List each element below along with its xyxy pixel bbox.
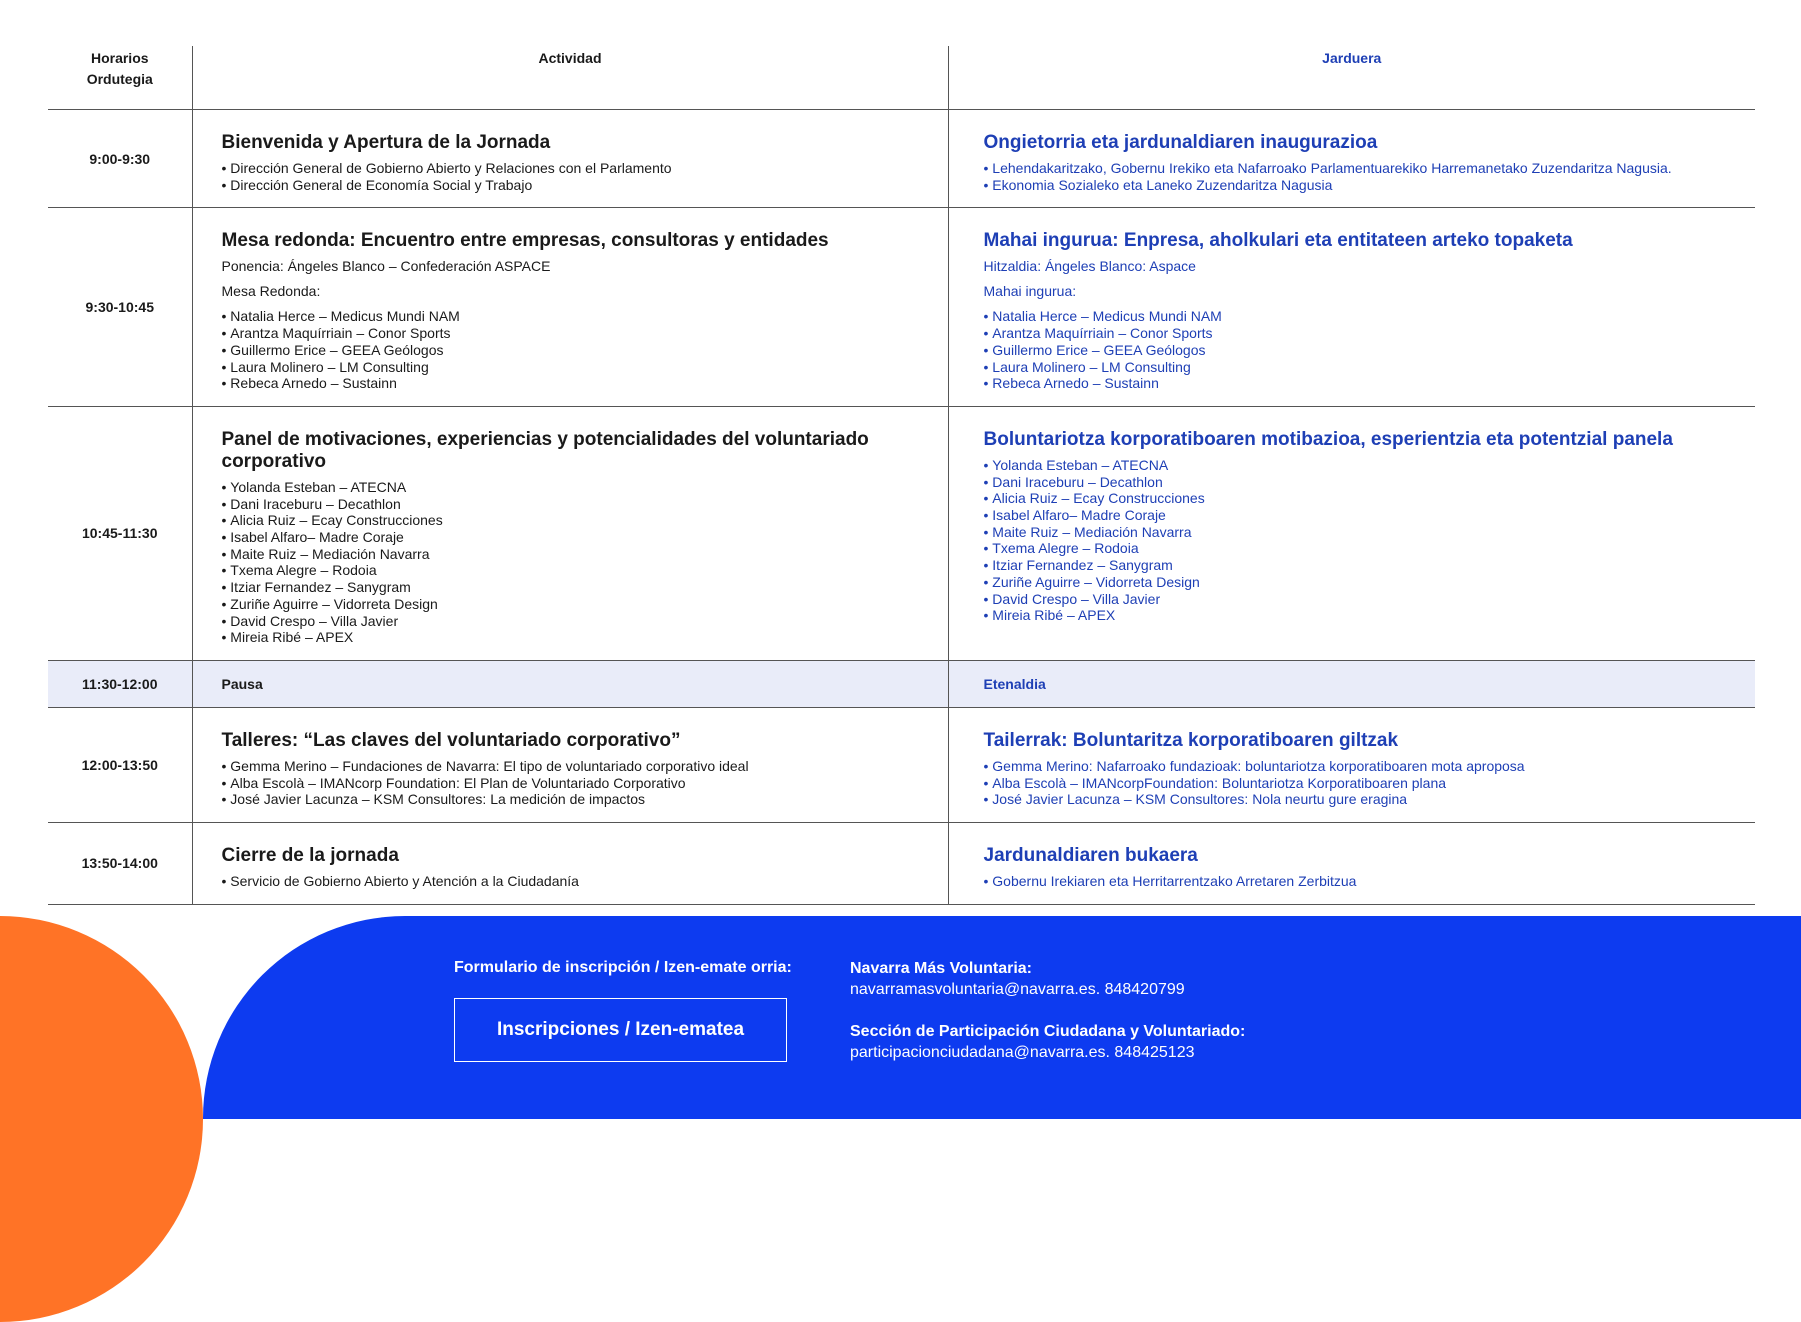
list-item: • Arantza Maquírriain – Conor Sports: [984, 325, 1736, 342]
list-item: • Zuriñe Aguirre – Vidorreta Design: [984, 574, 1736, 591]
row-ponencia: Ponencia: Ángeles Blanco – Confederación ASPACE: [221, 258, 551, 275]
list-item: • David Crespo – Villa Javier: [984, 591, 1736, 608]
row-activity-es: [192, 406, 948, 660]
row-activity-es: [192, 208, 948, 407]
list-item: • Dirección General de Economía Social y Trabajo: [222, 177, 928, 194]
row-time: 11:30-12:00: [48, 660, 192, 707]
list-item: • Mireia Ribé – APEX: [222, 629, 928, 646]
list-item: • Maite Ruiz – Mediación Navarra: [222, 546, 928, 563]
row-mesa-label: Mahai ingurua:: [983, 283, 1077, 300]
table-row: [48, 208, 1755, 407]
list-item: • Maite Ruiz – Mediación Navarra: [984, 524, 1736, 541]
list-item: • Isabel Alfaro– Madre Coraje: [984, 507, 1736, 524]
row-time: 9:00-9:30: [48, 110, 192, 208]
row-time: 10:45-11:30: [48, 406, 192, 660]
row-activity-es: [192, 110, 948, 208]
list-item: • Alicia Ruiz – Ecay Construcciones: [984, 490, 1736, 507]
row-title: Cierre de la jornada: [221, 845, 399, 867]
list-item: • Alicia Ruiz – Ecay Construcciones: [222, 512, 928, 529]
list-item: • Gemma Merino – Fundaciones de Navarra: El tipo de voluntariado corporativo ideal: [222, 758, 928, 775]
table-row: [48, 823, 1755, 905]
row-activity-es: [192, 707, 948, 822]
item-list: [984, 160, 1736, 193]
header-activity-es: Actividad: [192, 46, 948, 110]
table-row: [48, 110, 1755, 208]
item-list: [222, 479, 928, 646]
table-header: [48, 46, 1755, 110]
list-item: • Ekonomia Sozialeko eta Laneko Zuzendaritza Nagusia: [984, 177, 1736, 194]
list-item: • Txema Alegre – Rodoia: [222, 562, 928, 579]
row-title: Boluntariotza korporatiboaren motibazioa, esperientzia eta potentzial panela: [983, 428, 1673, 450]
orange-quarter-circle: [0, 916, 203, 1322]
pause-label-es: Pausa: [192, 660, 948, 707]
list-item: • José Javier Lacunza – KSM Consultores: Nola neurtu gure eragina: [984, 791, 1736, 808]
row-activity-es: [192, 823, 948, 905]
row-title: Bienvenida y Apertura de la Jornada: [221, 132, 551, 153]
item-list: [984, 758, 1736, 808]
row-activity-eu: [948, 406, 1755, 660]
list-item: • Laura Molinero – LM Consulting: [222, 359, 928, 376]
list-item: • Gobernu Irekiaren eta Herritarrentzako Arretaren Zerbitzua: [984, 873, 1736, 890]
list-item: • Arantza Maquírriain – Conor Sports: [222, 325, 928, 342]
list-item: • Laura Molinero – LM Consulting: [984, 359, 1736, 376]
schedule-table: [48, 46, 1755, 905]
list-item: • Alba Escolà – IMANcorp Foundation: El Plan de Voluntariado Corporativo: [222, 775, 928, 792]
list-item: • Natalia Herce – Medicus Mundi NAM: [984, 308, 1736, 325]
pause-label-eu: Etenaldia: [948, 660, 1755, 707]
list-item: • Txema Alegre – Rodoia: [984, 540, 1736, 557]
registration-button[interactable]: Inscripciones / Izen-ematea: [454, 998, 787, 1062]
row-mesa-label: Mesa Redonda:: [221, 283, 321, 300]
row-activity-eu: [948, 110, 1755, 208]
list-item: • Itziar Fernandez – Sanygram: [984, 557, 1736, 574]
row-title: Tailerrak: Boluntaritza korporatiboaren giltzak: [983, 729, 1399, 751]
item-list: [984, 873, 1736, 890]
row-title: Talleres: “Las claves del voluntariado corporativo”: [221, 729, 681, 751]
table-row: [48, 707, 1755, 822]
list-item: • Zuriñe Aguirre – Vidorreta Design: [222, 596, 928, 613]
row-activity-eu: [948, 823, 1755, 905]
list-item: • Mireia Ribé – APEX: [984, 607, 1736, 624]
list-item: • Servicio de Gobierno Abierto y Atención a la Ciudadanía: [222, 873, 928, 890]
contact-navarra-mas-voluntaria: [850, 958, 1185, 1000]
item-list: [222, 160, 928, 193]
row-title: Mesa redonda: Encuentro entre empresas, consultoras y entidades: [221, 230, 829, 252]
list-item: • David Crespo – Villa Javier: [222, 613, 928, 630]
contact-name: Navarra Más Voluntaria:: [850, 960, 1032, 977]
contact-detail[interactable]: participacionciudadana@navarra.es. 848425123: [850, 1044, 1195, 1061]
item-list: [222, 873, 928, 890]
header-activity-eu: Jarduera: [948, 46, 1755, 110]
blue-quarter-circle: [203, 916, 405, 1119]
row-activity-eu: [948, 208, 1755, 407]
table-row: [48, 406, 1755, 660]
list-item: • José Javier Lacunza – KSM Consultores: La medición de impactos: [222, 791, 928, 808]
list-item: • Dani Iraceburu – Decathlon: [222, 496, 928, 513]
row-title: Ongietorria eta jardunaldiaren inaugurazioa: [983, 132, 1378, 153]
list-item: • Rebeca Arnedo – Sustainn: [984, 375, 1736, 392]
row-activity-eu: [948, 707, 1755, 822]
item-list: [984, 308, 1736, 392]
list-item: • Alba Escolà – IMANcorpFoundation: Boluntariotza Korporatiboaren plana: [984, 775, 1736, 792]
list-item: • Yolanda Esteban – ATECNA: [984, 457, 1736, 474]
registration-form-label: Formulario de inscripción / Izen-emate orria:: [454, 959, 792, 976]
contact-participacion: [850, 1021, 1245, 1063]
item-list: [222, 758, 928, 808]
list-item: • Rebeca Arnedo – Sustainn: [222, 375, 928, 392]
header-time: Horarios Ordutegia: [86, 50, 153, 87]
item-list: [984, 457, 1736, 624]
list-item: • Dani Iraceburu – Decathlon: [984, 474, 1736, 491]
list-item: • Isabel Alfaro– Madre Coraje: [222, 529, 928, 546]
item-list: [222, 308, 928, 392]
row-time: 12:00-13:50: [48, 707, 192, 822]
row-time: 13:50-14:00: [48, 823, 192, 905]
row-time: 9:30-10:45: [48, 208, 192, 407]
list-item: • Lehendakaritzako, Gobernu Irekiko eta Nafarroako Parlamentuarekiko Harremanetako Zuzendaritza Nagusia.: [984, 160, 1736, 177]
table-row-pause: [48, 660, 1755, 707]
row-ponencia: Hitzaldia: Ángeles Blanco: Aspace: [983, 258, 1196, 275]
row-title: Mahai ingurua: Enpresa, aholkulari eta entitateen arteko topaketa: [983, 230, 1573, 252]
list-item: • Gemma Merino: Nafarroako fundazioak: boluntariotza korporatiboaren mota aproposa: [984, 758, 1736, 775]
contact-detail[interactable]: navarramasvoluntaria@navarra.es. 848420799: [850, 981, 1185, 998]
list-item: • Dirección General de Gobierno Abierto y Relaciones con el Parlamento: [222, 160, 928, 177]
row-title: Jardunaldiaren bukaera: [983, 845, 1198, 867]
list-item: • Guillermo Erice – GEEA Geólogos: [222, 342, 928, 359]
list-item: • Itziar Fernandez – Sanygram: [222, 579, 928, 596]
list-item: • Natalia Herce – Medicus Mundi NAM: [222, 308, 928, 325]
list-item: • Guillermo Erice – GEEA Geólogos: [984, 342, 1736, 359]
list-item: • Yolanda Esteban – ATECNA: [222, 479, 928, 496]
contact-name: Sección de Participación Ciudadana y Voluntariado:: [850, 1023, 1246, 1040]
row-title: Panel de motivaciones, experiencias y potencialidades del voluntariado corporativo: [221, 428, 869, 472]
